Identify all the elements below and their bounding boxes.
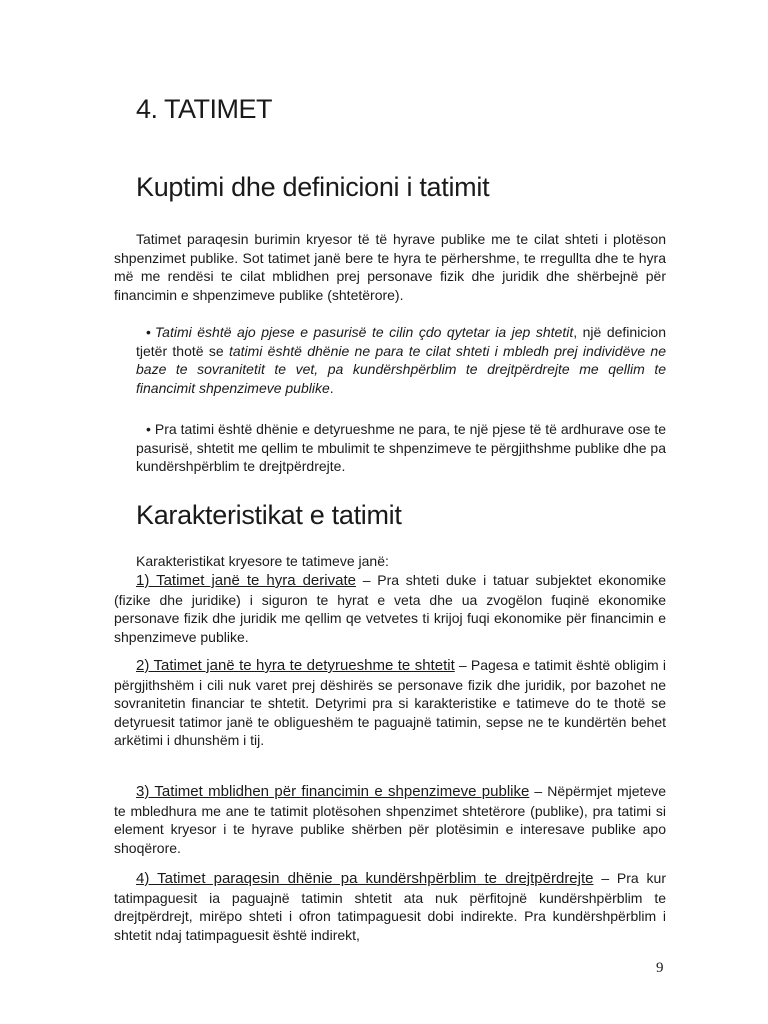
bullet-dot-icon: • (146, 324, 151, 340)
characteristic-item-3 (114, 782, 666, 857)
characteristic-3-text: – Nëpërmjet mjeteve te mbledhura me ane te tatimit plotësohen shpenzimet shtetërore (publike), pra tatimi si element kryesor i te hyrave publike shërben për plotësimin e interesave publike apo shoqërore. (114, 783, 666, 856)
characteristic-4-title: 4) Tatimet paraqesin dhënie pa kundërshpërblim te drejtpërdrejte (136, 870, 594, 887)
characteristic-3-title: 3) Tatimet mblidhen për financimin e shpenzimeve publike (136, 783, 530, 800)
definition-bullet-2 (136, 420, 666, 476)
bullet-1-plain: , një definicion tjetër thotë se (136, 324, 666, 359)
section-heading-characteristics: Karakteristikat e tatimit (136, 500, 402, 530)
bullet-1-italic-b: tatimi është dhënie ne para te cilat shteti i mbledh prej individëve ne baze te sovranitetit te vet, pa kundërshpërblim te drejtpërdrejte me qellim te financimit shpenzimeve publike (136, 342, 667, 396)
characteristic-2-text: – Pagesa e tatimit është obligim i përgjithshëm i cili nuk varet prej dëshirës se personave fizik dhe juridik, por bazohet ne sovranitetin financiar te shtetit. Detyrimi pra si karakteristike e tatimeve do te thotë se detyruesit tatimor janë te obligueshëm te paguajnë tatimin, sepse ne te kundërtën behet arkëtimi i dhunshëm i tij. (114, 657, 666, 749)
definition-paragraph-text: Tatimet paraqesin burimin kryesor të të hyrave publike me te cilat shteti i plotëson shpenzimet publike. Sot tatimet janë bere te hyra te përhershme, te rregullta dhe te hyra më me rendësi te cilat mblidhen prej personave fizik dhe juridik dhe shërbejnë për financimin e shpenzimeve publike (shtetërore). (114, 231, 666, 303)
characteristic-4-text: – Pra kur tatimpaguesit ia paguajnë tatimin shtetit ata nuk përfitojnë kundërshpërblim te drejtpërdrejt, mirëpo shteti i ofron tatimpaguesit dobi indirekte. Pra kundërshpërblim i shtetit ndaj tatimpaguesit është indirekt, (114, 870, 666, 943)
page-number: 9 (656, 960, 664, 976)
chapter-title: 4. TATIMET (136, 94, 273, 124)
characteristic-1-text: – Pra shteti duke i tatuar subjektet ekonomike (fizike dhe juridike) i siguron te hyrat e veta dhe ua zvogëlon fuqinë ekonomike personave fizik dhe juridik me qellim qe vetvetes ti krijoj fuqi ekonomike për financimin e shpenzimeve publike. (114, 572, 666, 645)
characteristic-1-title: 1) Tatimet janë te hyra derivate (136, 572, 356, 589)
bullet-1-end: . (329, 379, 334, 396)
bullet-dot-icon: • (146, 421, 151, 437)
characteristics-intro: Karakteristikat kryesore te tatimeve janë: (136, 553, 389, 569)
bullet-1-italic-a: Tatimi është ajo pjese e pasurisë te cilin çdo qytetar ia jep shtetit (154, 324, 574, 340)
definition-paragraph (114, 230, 666, 304)
section-heading-definition: Kuptimi dhe definicioni i tatimit (136, 172, 490, 202)
bullet-2-text: Pra tatimi është dhënie e detyrueshme ne para, te një pjese të të ardhurave ose te pasurisë, shtetit me qellim te mbulimit te shpenzimeve te përgjithshme publike dhe pa kundërshpërblim te drejtpërdrejte. (136, 421, 666, 475)
characteristic-2-title: 2) Tatimet janë te hyra te detyrueshme te shtetit (136, 657, 455, 674)
characteristic-item-4 (114, 869, 666, 944)
definition-bullet-1 (136, 323, 666, 397)
characteristic-item-1 (114, 571, 666, 646)
characteristic-item-2 (114, 656, 666, 750)
